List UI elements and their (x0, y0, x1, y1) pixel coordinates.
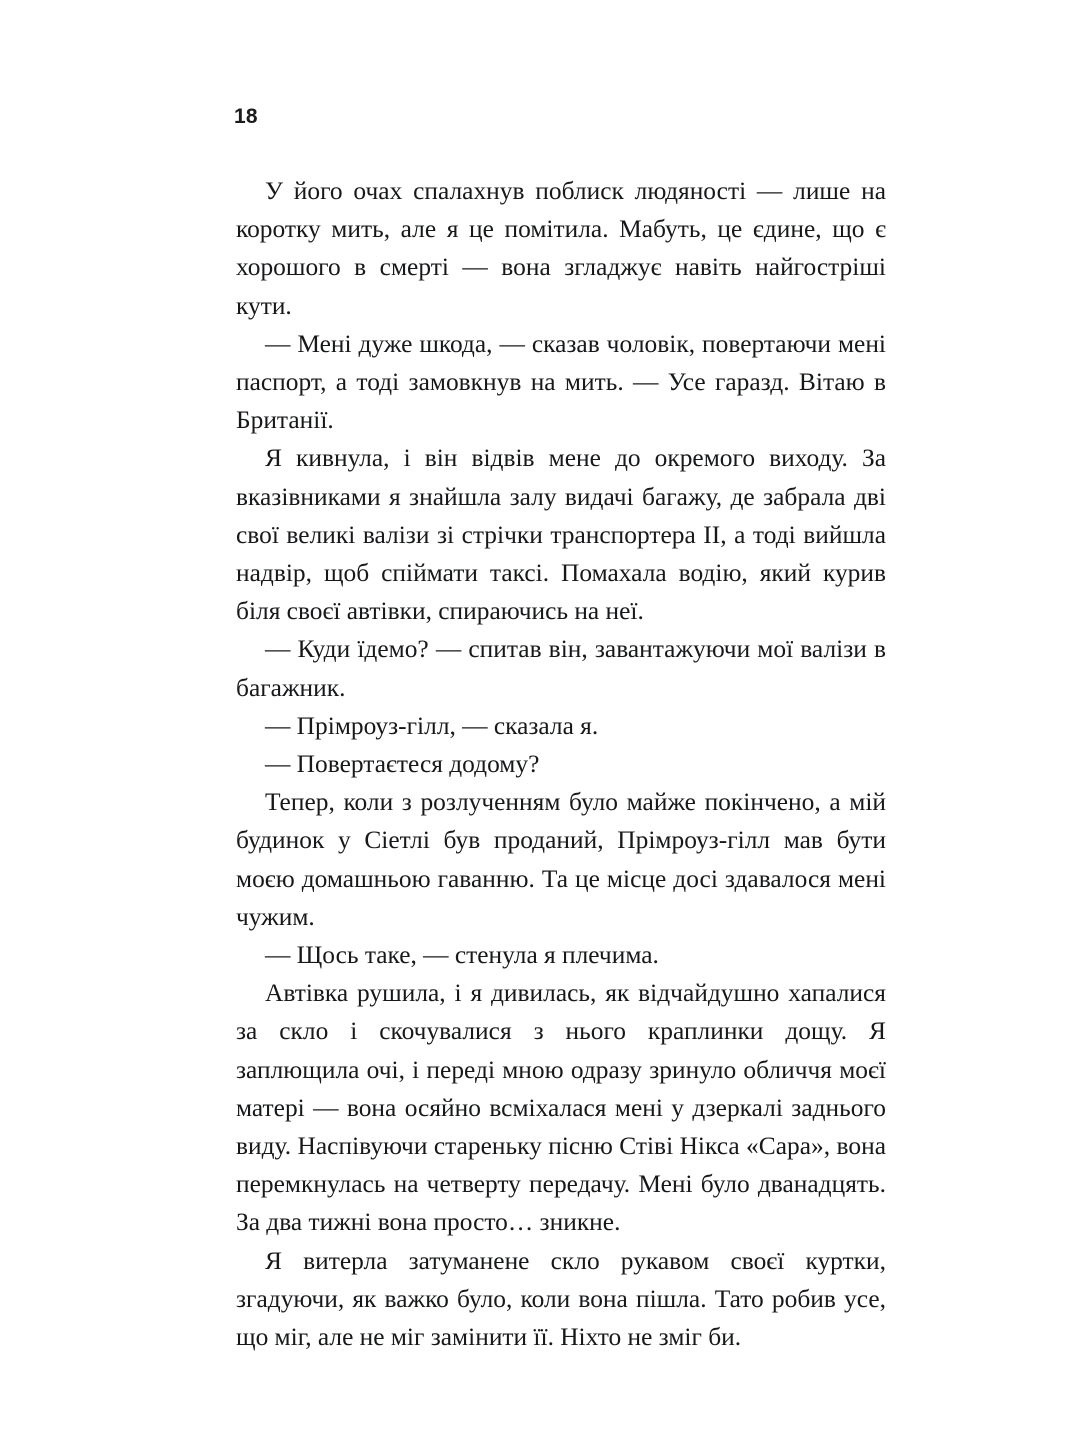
body-text-block (236, 172, 886, 1356)
paragraph: — Прімроуз-гілл, — сказала я. (265, 711, 599, 740)
paragraph: Я кивнула, і він відвів мене до окремого виходу. За вказівниками я знайшла залу видачі багажу, де забрала дві свої великі валізи зі стрічки транспортера II, а тоді вийшла надвір, щоб спіймати таксі. Помахала водію, який курив біля своєї автівки, спираючись на неї. (236, 444, 886, 626)
paragraph: — Куди їдемо? — спитав він, завантажуючи мої валізи в багажник. (236, 635, 886, 702)
paragraph: — Щось таке, — стенула я плечима. (265, 941, 659, 970)
paragraph: У його очах спалахнув поблиск людяності — лише на коротку мить, але я це помітила. Мабуть, це єдине, що є хорошого в смерті — вона згладжує навіть найгостріші кути. (236, 177, 886, 320)
paragraph: — Мені дуже шкода, — сказав чоловік, повертаючи мені паспорт, а тоді замовкнув на мить. — Усе гаразд. Вітаю в Британії. (236, 329, 886, 435)
page-number: 18 (234, 105, 258, 128)
paragraph: Я витерла затуманене скло рукавом своєї куртки, згадуючи, як важко було, коли вона пішла. Тато робив усе, що міг, але не міг замінити її. Ніхто не зміг би. (236, 1246, 886, 1352)
paragraph: Тепер, коли з розлученням було майже покінчено, а мій будинок у Сіетлі був проданий, Прімроуз-гілл мав бути моєю домашньою гаванню. Та це місце досі здавалося мені чужим. (236, 788, 886, 931)
paragraph: — Повертаєтеся додому? (265, 750, 540, 779)
paragraph: Автівка рушила, і я дивилась, як відчайдушно хапалися за скло і скочувалися з нього краплинки дощу. Я заплющила очі, і переді мною одразу зринуло обличчя моєї матері — вона осяйно всміхалася мені у дзеркалі заднього виду. Наспівуючи стареньку пісню Стіві Нікса «Сара», вона перемкнулась на четверту передачу. Мені було дванадцять. За два тижні вона просто… зникне. (236, 979, 886, 1237)
